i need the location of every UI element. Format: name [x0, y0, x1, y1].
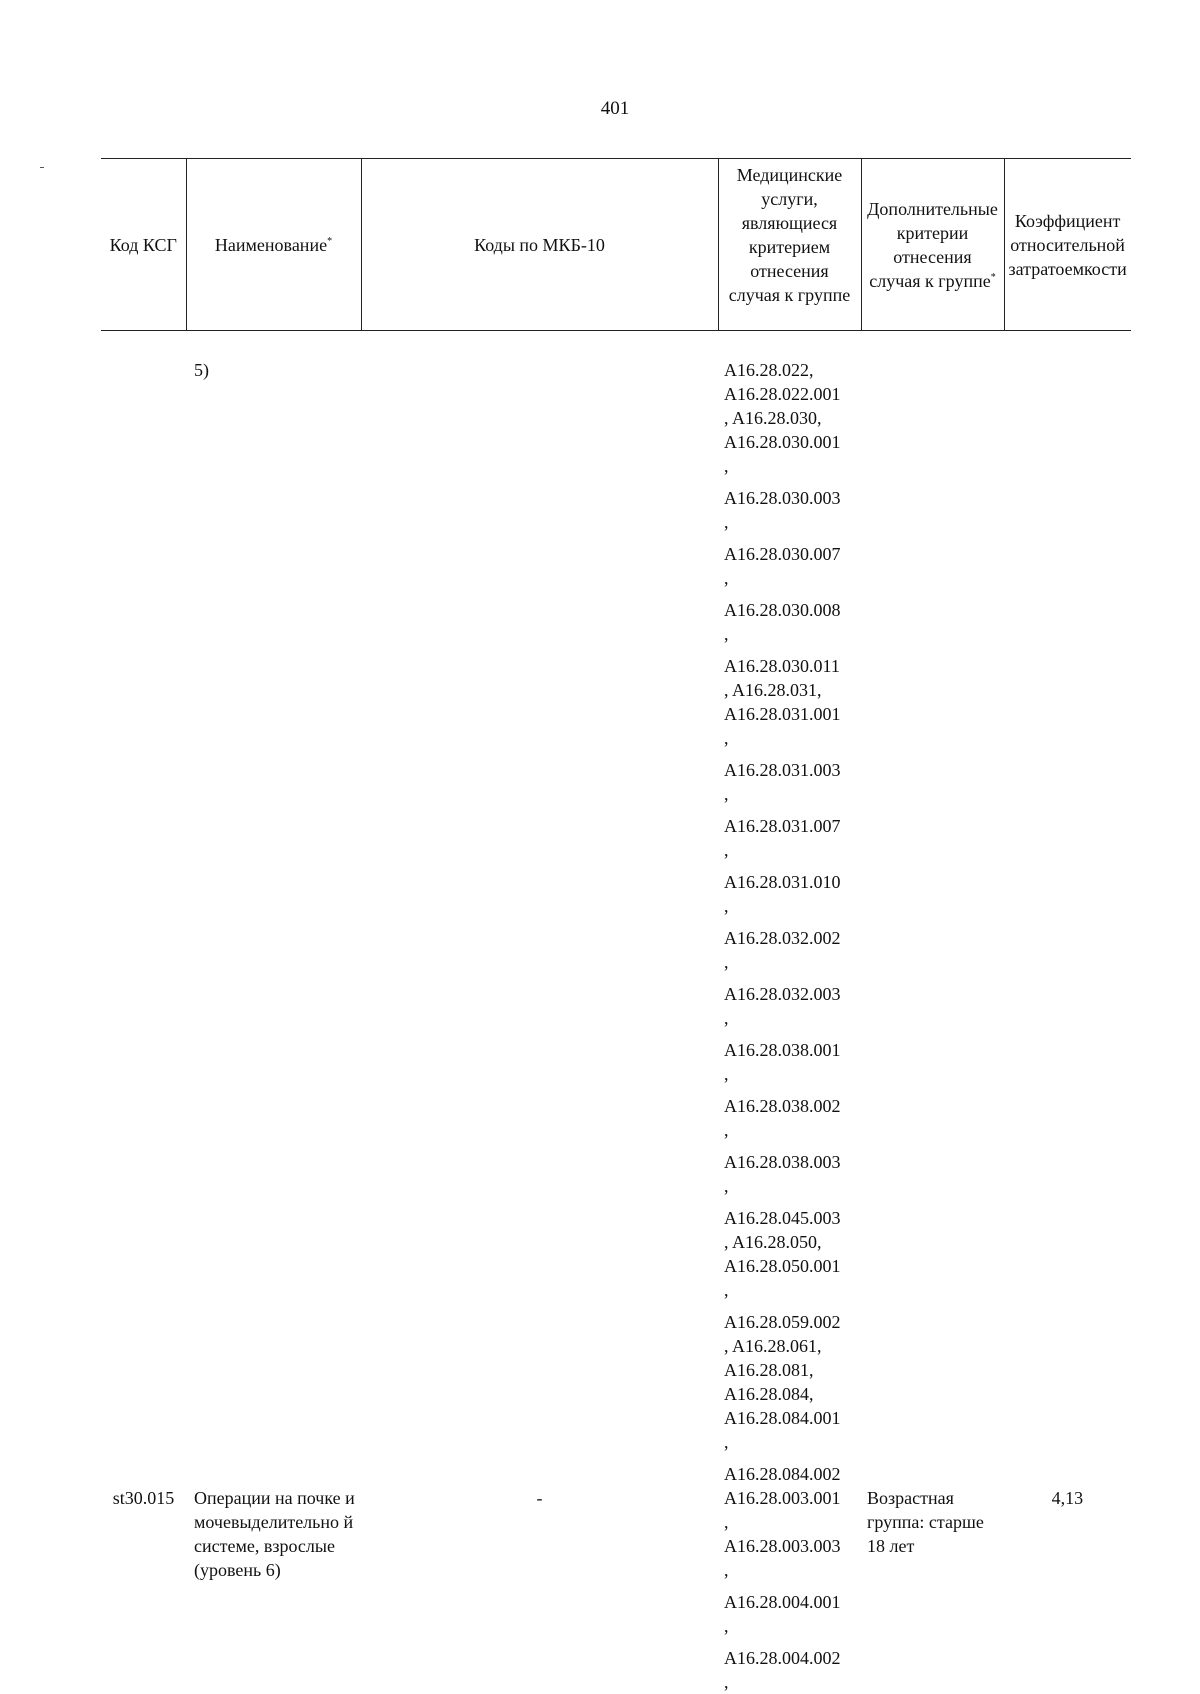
service-code: A16.28.031.003 — [724, 760, 841, 780]
service-code: A16.28.038.002 — [724, 1096, 841, 1116]
service-code: , — [724, 1064, 729, 1084]
service-code: A16.28.032.002 — [724, 928, 841, 948]
service-code: , A16.28.061, — [724, 1336, 822, 1356]
service-code: A16.28.059.002 — [724, 1312, 841, 1332]
ksg-table — [101, 158, 1131, 1694]
service-code: , — [724, 1008, 729, 1028]
service-code: A16.28.022, — [724, 360, 814, 380]
service-code: , — [724, 1672, 729, 1692]
service-code: A16.28.084.001 — [724, 1408, 841, 1428]
table-row — [101, 1486, 1131, 1694]
header-coefficient: Коэффициент относительной затратоемкости — [1004, 159, 1131, 331]
header-extra-criteria: Дополнительные критерии отнесения случая к группе* — [861, 159, 1004, 331]
service-code: , — [724, 1120, 729, 1140]
service-code: A16.28.045.003 — [724, 1208, 841, 1228]
service-code: , — [724, 1280, 729, 1300]
service-code: A16.28.084.002 — [724, 1464, 841, 1484]
service-code: , — [724, 728, 729, 748]
service-code: A16.28.050.001 — [724, 1256, 841, 1276]
service-code: , — [724, 784, 729, 804]
cell-code: st30.015 — [112, 1488, 175, 1508]
cell-services — [718, 358, 861, 1486]
service-code: , — [724, 952, 729, 972]
service-code: , — [724, 624, 729, 644]
service-code: A16.28.030.001 — [724, 432, 841, 452]
service-code: , — [724, 896, 729, 916]
service-code: , — [724, 1616, 729, 1636]
header-services: Медицинские услуги, являющиеся критерием отнесения случая к группе — [718, 159, 861, 331]
cell-criteria — [861, 358, 1004, 1486]
footnote-mark: * — [990, 271, 996, 283]
service-code: A16.28.030.007 — [724, 544, 841, 564]
footnote-mark: * — [327, 235, 333, 247]
table-row — [101, 358, 1131, 1486]
service-code: A16.28.084, — [724, 1384, 814, 1404]
cell-mkb — [361, 358, 718, 1486]
service-code: , — [724, 512, 729, 532]
service-code: A16.28.081, — [724, 1360, 814, 1380]
service-code: , — [724, 840, 729, 860]
service-code: A16.28.030.003 — [724, 488, 841, 508]
cell-name: Операции на почке и мочевыделительно й системе, взрослые (уровень 6) — [194, 1488, 355, 1580]
cell-code — [101, 358, 186, 1486]
service-code: , — [724, 568, 729, 588]
cell-criteria: Возрастная группа: старше 18 лет — [867, 1488, 984, 1556]
service-code: A16.28.038.001 — [724, 1040, 841, 1060]
cell-coefficient — [1004, 358, 1131, 1486]
table-header-row — [101, 159, 1131, 331]
cell-services — [718, 1486, 861, 1694]
service-code: A16.28.031.010 — [724, 872, 841, 892]
header-code: Код КСГ — [101, 159, 186, 331]
page-number: 401 — [600, 98, 630, 119]
service-code: , A16.28.030, — [724, 408, 822, 428]
service-code: A16.28.031.001 — [724, 704, 841, 724]
service-code: A16.28.004.002 — [724, 1648, 841, 1668]
service-code: A16.28.022.001 — [724, 384, 841, 404]
service-code: A16.28.038.003 — [724, 1152, 841, 1172]
header-name: Наименование* — [186, 159, 361, 331]
service-code: A16.28.032.003 — [724, 984, 841, 1004]
service-code: A16.28.030.011 — [724, 656, 840, 676]
service-code: A16.28.030.008 — [724, 600, 841, 620]
cell-coefficient: 4,13 — [1051, 1488, 1084, 1508]
service-code: A16.28.003.001 — [724, 1488, 841, 1508]
cell-name: 5) — [194, 360, 209, 380]
header-mkb: Коды по МКБ-10 — [361, 159, 718, 331]
service-code: , A16.28.050, — [724, 1232, 822, 1252]
cell-mkb: - — [536, 1488, 543, 1508]
service-code: , — [724, 1512, 729, 1532]
service-code: , — [724, 1432, 729, 1452]
service-code: , — [724, 1176, 729, 1196]
service-code: A16.28.031.007 — [724, 816, 841, 836]
service-code: , A16.28.031, — [724, 680, 822, 700]
service-code: , — [724, 456, 729, 476]
service-code: , — [724, 1560, 729, 1580]
service-code: A16.28.003.003 — [724, 1536, 841, 1556]
scan-mark — [40, 167, 44, 168]
service-code: A16.28.004.001 — [724, 1592, 841, 1612]
